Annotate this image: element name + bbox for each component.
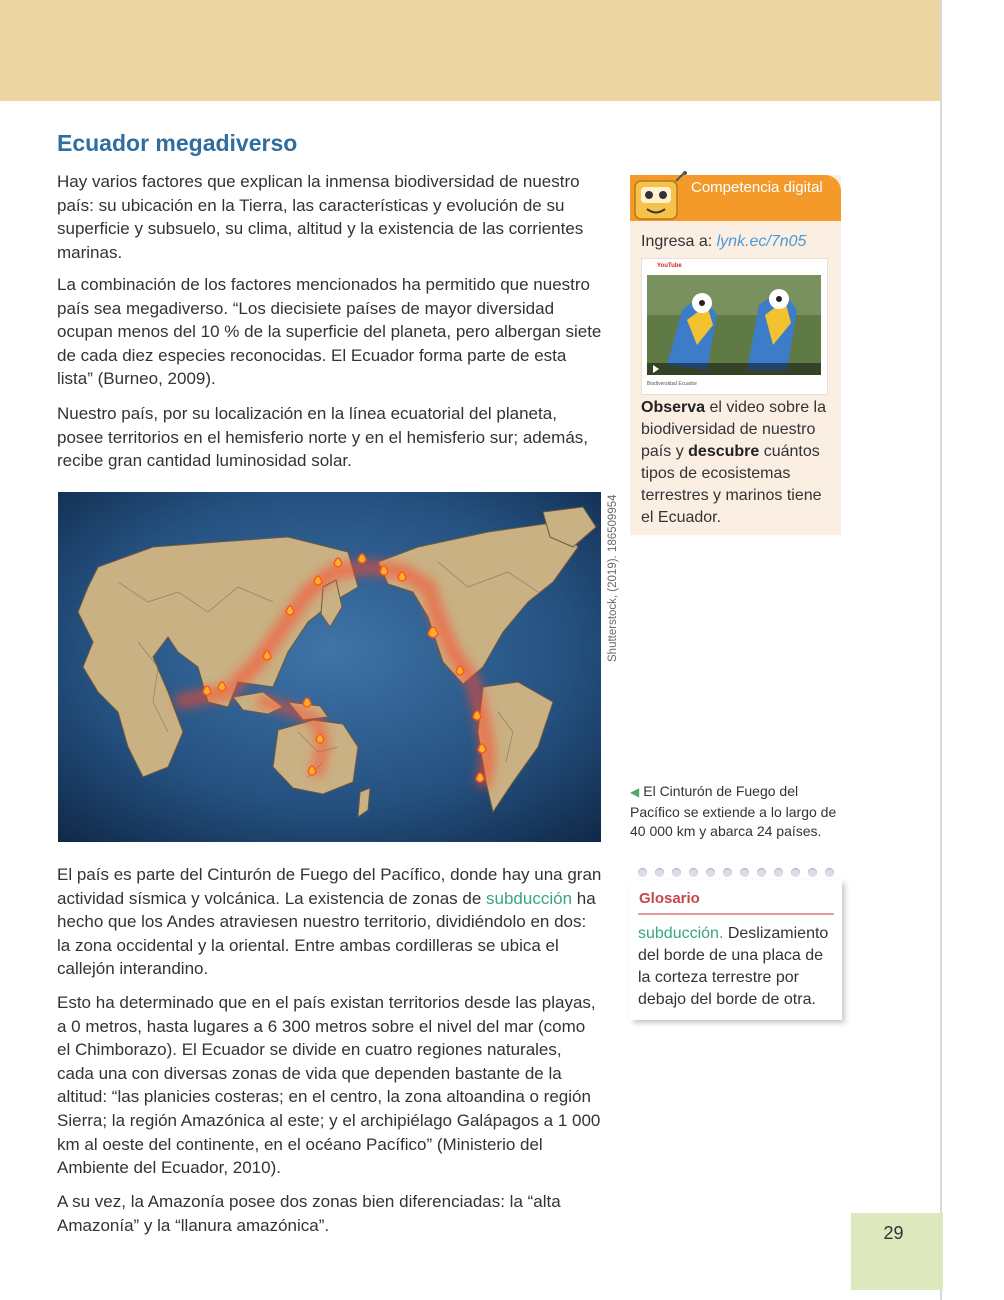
video-thumbnail[interactable]	[641, 258, 828, 395]
glossary-box	[630, 880, 842, 1020]
world-map-illustration	[58, 492, 601, 842]
glossary-divider	[638, 913, 834, 915]
caption-arrow-icon: ◀	[630, 785, 640, 799]
competencia-instructions: Observa el video sobre la biodiversidad de nuestro país y descubre cuántos tipos de ecosistemas terrestres y marinos tiene el Ecuador.	[641, 399, 827, 526]
paragraph-factors: Hay varios factores que explican la inmensa biodiversidad de nuestro país: su ubicación en la Tierra, las características y evolución de su superficie y subsuelo, su clima, altitud y la existencia de las corrientes marinas.	[57, 172, 584, 262]
glossary-definition: subducción. Deslizamiento del borde de una placa de la corteza terrestre por debajo del borde de otra.	[638, 925, 829, 1008]
page-edge-rule	[940, 0, 942, 1300]
spiral-binding	[638, 868, 834, 877]
paragraph-location: Nuestro país, por su localización en la línea ecuatorial del planeta, posee territorios en el hemisferio norte y en el hemisferio sur; además, recibe gran cantidad luminosidad solar.	[57, 404, 589, 471]
paragraph-amazonia: A su vez, la Amazonía posee dos zonas bien diferenciadas: la “alta Amazonía” y la “llanura amazónica”.	[57, 1192, 561, 1235]
robot-icon	[632, 171, 692, 223]
paragraph-ring-of-fire: El país es parte del Cinturón de Fuego del Pacífico, donde hay una gran actividad sísmica y volcánica. La existencia de zonas de subducción ha hecho que los Andes atraviesen nuestro territorio, dividiéndolo en dos: la zona occidental y la oriental. Entre ambas cordilleras se ubica el callejón interandino.	[57, 865, 602, 979]
glossary-title: Glosario	[639, 890, 700, 907]
resource-link[interactable]: lynk.ec/7n05	[716, 233, 807, 250]
paragraph-regions: Esto ha determinado que en el país existan territorios desde las playas, a 0 metros, hasta lugares a 6 300 metros sobre el nivel del mar (como el Chimborazo). El Ecuador se divide en cuatro regiones naturales, cada una con diversas zonas de vida que dependen bastante de la altitud: “las planicies costeras; en el centro, la zona altoandina o región Sierra; la región Amazónica al este; y el archipiélago Galápagos a 1 000 km al oeste del continente, en el océano Pacífico” (Ministerio del Ambiente del Ecuador, 2010).	[57, 993, 601, 1178]
glossary-term-link[interactable]: subducción	[486, 888, 573, 908]
competencia-title: Competencia digital	[691, 179, 823, 196]
section-heading: Ecuador megadiverso	[57, 130, 298, 156]
video-caption: Biodiversidad Ecuador	[647, 381, 698, 387]
macaw-image	[647, 275, 821, 375]
top-color-band	[0, 0, 940, 101]
youtube-logo: YouTube	[657, 263, 682, 269]
link-line: Ingresa a: lynk.ec/7n05	[641, 233, 807, 250]
paragraph-megadiverse: La combinación de los factores mencionados ha permitido que nuestro país sea megadiverso. “Los diecisiete países de mayor diversidad ocupan menos del 10 % de la superficie del planeta, pero albergan siete de cada diez especies reconocidas. El Ecuador forma parte de esta lista” (Burneo, 2009).	[57, 275, 602, 389]
page-number: 29	[883, 1223, 904, 1243]
map-caption: ◀ El Cinturón de Fuego del Pacífico se extiende a lo largo de 40 000 km y abarca 24 países.	[630, 783, 837, 839]
competencia-digital-box	[630, 175, 841, 535]
page-number-box	[851, 1213, 943, 1290]
image-credit: Shutterstock, (2019). 186509954	[607, 494, 619, 662]
ring-of-fire-map	[58, 492, 601, 842]
